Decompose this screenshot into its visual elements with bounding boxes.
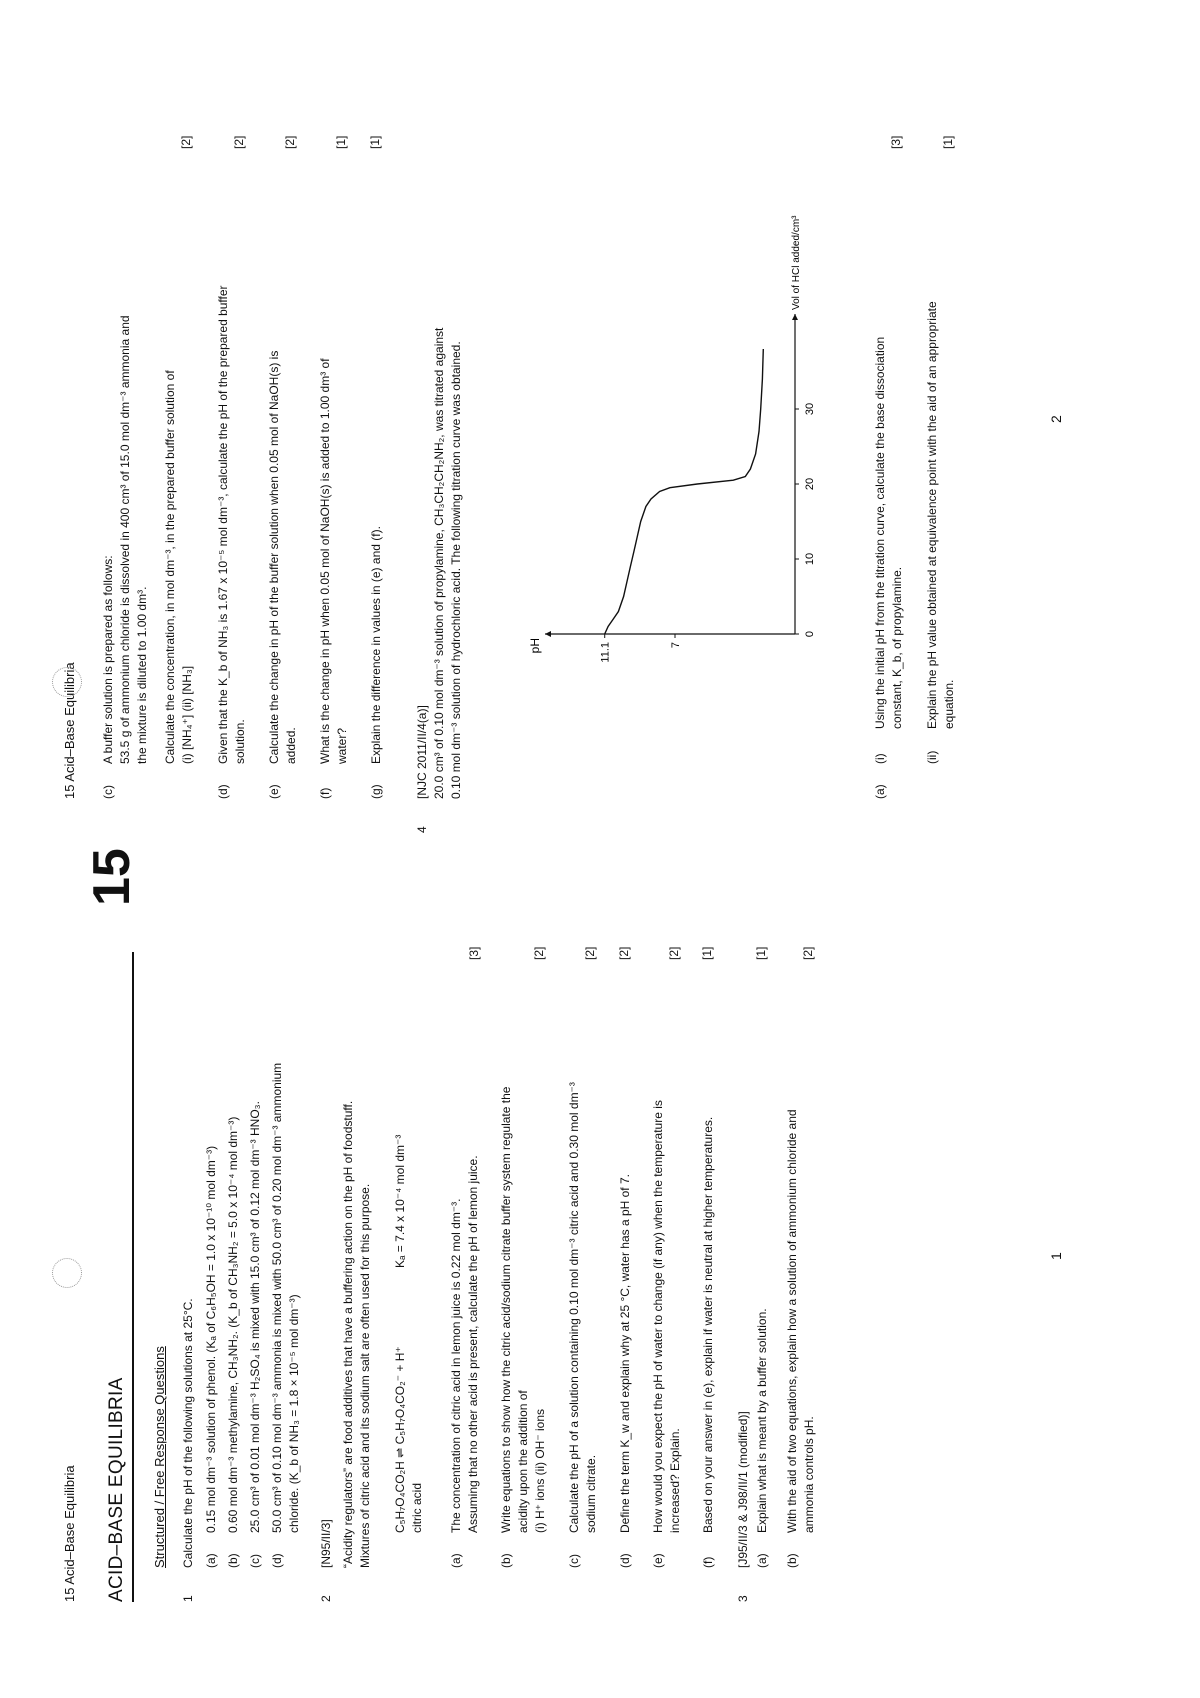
part-label: (e) xyxy=(651,1553,665,1568)
part-text: With the aid of two equations, explain how a solution of ammonium chloride and xyxy=(785,1109,799,1533)
section-subtitle: Structured / Free Response Questions xyxy=(152,1346,167,1568)
part-intro: the mixture is diluted to 1.00 dm³. xyxy=(135,586,149,764)
part-text: Explain what is meant by a buffer solution. xyxy=(755,1308,769,1533)
part-text: 25.0 cm³ of 0.01 mol dm⁻³ H₂SO₄ is mixed with 15.0 cm³ of 0.12 mol dm⁻³ HNO₃. xyxy=(248,1101,262,1533)
marks: [2] xyxy=(283,135,297,149)
part-text: The concentration of citric acid in lemon juice is 0.22 mol dm⁻³. xyxy=(449,1198,463,1533)
part-label: (a) xyxy=(449,1553,463,1568)
question-number: 2 xyxy=(319,1595,333,1602)
part-label: (d) xyxy=(216,784,230,799)
marks: [1] xyxy=(754,946,768,960)
marks: [2] xyxy=(583,946,597,960)
question-stem: Calculate the pH of the following solutions at 25°C. xyxy=(181,1298,195,1568)
question-intro: Mixtures of citric acid and its sodium salt are often used for this purpose. xyxy=(358,1183,372,1568)
part-label: (d) xyxy=(270,1553,284,1568)
part-text-continued: solution. xyxy=(233,719,247,764)
part-text: Using the initial pH from the titration curve, calculate the base dissociation xyxy=(873,336,887,729)
page-number: 1 xyxy=(1048,1252,1064,1260)
x-axis-arrow xyxy=(792,314,798,320)
part-text: Given that the K_b of NH₃ is 1.67 x 10⁻⁵ mol dm⁻³, calculate the pH of the prepared buffer xyxy=(216,285,230,764)
x-axis-label: Vol of HCl added/cm³ xyxy=(791,215,802,310)
page-number: 2 xyxy=(1048,415,1064,423)
marks: [3] xyxy=(889,135,903,149)
chapter-number: 15 xyxy=(83,848,141,906)
part-label: (c) xyxy=(567,1554,581,1568)
part-text: How would you expect the pH of water to change (if any) when the temperature is xyxy=(651,1100,665,1533)
part-label: (b) xyxy=(785,1553,799,1568)
part-label: (b) xyxy=(499,1553,513,1568)
x-tick-label: 30 xyxy=(804,402,816,416)
question-number: 1 xyxy=(181,1595,195,1602)
chapter-title: ACID–BASE EQUILIBRIA xyxy=(106,1377,127,1602)
part-text: Calculate the concentration, in mol dm⁻³, in the prepared buffer solution of xyxy=(163,370,177,764)
sub-parts: (i) H⁺ ions (ii) OH⁻ ions xyxy=(533,1408,547,1533)
part-label: (f) xyxy=(318,787,332,799)
part-label: (c) xyxy=(248,1554,262,1568)
part-intro: 53.5 g of ammonium chloride is dissolved in 400 cm³ of 15.0 mol dm⁻³ ammonia and xyxy=(118,315,132,764)
part-text: 50.0 cm³ of 0.10 mol dm⁻³ ammonia is mixed with 50.0 cm³ of 0.20 mol dm⁻³ ammonium xyxy=(270,1062,284,1533)
part-text-continued: Assuming that no other acid is present, calculate the pH of lemon juice. xyxy=(466,1155,480,1533)
part-intro: A buffer solution is prepared as follows: xyxy=(101,555,115,764)
question-reference: [N95/II/3] xyxy=(319,1519,333,1568)
y-tick-label: 7 xyxy=(670,642,682,649)
x-tick-label: 10 xyxy=(804,552,816,566)
page-1 xyxy=(0,849,1200,1698)
part-text: 0.15 mol dm⁻³ solution of phenol. (Kₐ of C₆H₅OH = 1.0 x 10⁻¹⁰ mol dm⁻³) xyxy=(204,1145,218,1533)
hole-punch-mark xyxy=(52,667,82,697)
marks: [2] xyxy=(532,946,546,960)
question-intro: “Acidity regulators” are food additives that have a buffering action on the pH of foodstuff. xyxy=(341,1100,355,1568)
question-reference: [J95/II/3 & J98/II/1 (modified)] xyxy=(736,1411,750,1568)
y-axis-arrow xyxy=(545,631,551,637)
question-intro: 20.0 cm³ of 0.10 mol dm⁻³ solution of propylamine, CH₃CH₂CH₂NH₂, was titrated against xyxy=(432,327,446,799)
sub-parts: (i) [NH₄⁺] (ii) [NH₃] xyxy=(180,665,194,764)
marks: [2] xyxy=(801,946,815,960)
part-label: (b) xyxy=(226,1553,240,1568)
part-text-continued: water? xyxy=(335,727,349,764)
part-text-continued: acidity upon the addition of xyxy=(516,1390,530,1533)
part-label: (c) xyxy=(101,785,115,799)
part-text: What is the change in pH when 0.05 mol of NaOH(s) is added to 1.00 dm³ of xyxy=(318,358,332,764)
equation-label: citric acid xyxy=(410,1482,424,1533)
marks: [1] xyxy=(700,946,714,960)
part-text: Write equations to show how the citric acid/sodium citrate buffer system regulate the xyxy=(499,1086,513,1533)
y-axis-label: pH xyxy=(528,638,542,654)
part-label: (g) xyxy=(369,784,383,799)
marks: [2] xyxy=(179,135,193,149)
question-intro: 0.10 mol dm⁻³ solution of hydrochloric acid. The following titration curve was obtained. xyxy=(449,341,463,799)
running-header: 15 Acid–Base Equilibria xyxy=(62,662,77,799)
question-reference: [NJC 2011/II/4(a)] xyxy=(415,705,429,799)
part-roman: (i) xyxy=(873,753,887,764)
part-label: (f) xyxy=(701,1556,715,1568)
titration-curve-chart xyxy=(525,215,825,694)
part-text: Based on your answer in (e), explain if water is neutral at higher temperatures. xyxy=(701,1116,715,1533)
question-number: 3 xyxy=(736,1595,750,1602)
part-text: 0.60 mol dm⁻³ methylamine, CH₃NH₂. (K_b of CH₃NH₂ = 5.0 x 10⁻⁴ mol dm⁻³) xyxy=(226,1116,240,1533)
part-roman: (ii) xyxy=(925,750,939,764)
marks: [1] xyxy=(334,135,348,149)
part-text: Explain the difference in values in (e) and (f). xyxy=(369,526,383,764)
part-text-continued: ammonia controls pH. xyxy=(802,1416,816,1533)
part-text-continued: constant, K_b, of propylamine. xyxy=(890,566,904,729)
question-number: 4 xyxy=(415,826,429,833)
part-text-continued: increased? Explain. xyxy=(668,1428,682,1533)
x-tick-label: 20 xyxy=(804,477,816,491)
title-rule xyxy=(94,952,134,1602)
marks: [3] xyxy=(467,946,481,960)
equilibrium-equation: C₅H₇O₄CO₂H ⇌ C₅H₇O₄CO₂⁻ + H⁺ xyxy=(393,1346,407,1533)
part-text-continued: chloride. (K_b of NH₃ = 1.8 × 10⁻⁵ mol dm⁻³) xyxy=(287,1294,301,1533)
part-label: (a) xyxy=(204,1553,218,1568)
ka-value: Kₐ = 7.4 x 10⁻⁴ mol dm⁻³ xyxy=(393,1134,407,1268)
marks: [2] xyxy=(667,946,681,960)
part-text: Explain the pH value obtained at equivalence point with the aid of an appropriate xyxy=(925,301,939,729)
part-label: (a) xyxy=(755,1553,769,1568)
hole-punch-mark xyxy=(52,1258,82,1288)
part-text-continued: added. xyxy=(284,727,298,764)
marks: [1] xyxy=(368,135,382,149)
marks: [2] xyxy=(232,135,246,149)
marks: [2] xyxy=(617,946,631,960)
part-text-continued: equation. xyxy=(942,679,956,729)
part-label: (a) xyxy=(873,784,887,799)
part-text: Calculate the change in pH of the buffer solution when 0.05 mol of NaOH(s) is xyxy=(267,350,281,764)
part-text: Define the term K_w and explain why at 25 °C, water has a pH of 7. xyxy=(618,1174,632,1533)
titration-curve-line xyxy=(605,349,764,634)
part-label: (d) xyxy=(618,1553,632,1568)
running-header: 15 Acid–Base Equilibria xyxy=(62,1465,77,1602)
part-label: (e) xyxy=(267,784,281,799)
marks: [1] xyxy=(941,135,955,149)
part-text-continued: sodium citrate. xyxy=(584,1454,598,1533)
x-tick-label: 0 xyxy=(804,630,816,638)
y-tick-label: 11.1 xyxy=(599,642,612,663)
part-text: Calculate the pH of a solution containing 0.10 mol dm⁻³ citric acid and 0.30 mol dm⁻³ xyxy=(567,1082,581,1533)
